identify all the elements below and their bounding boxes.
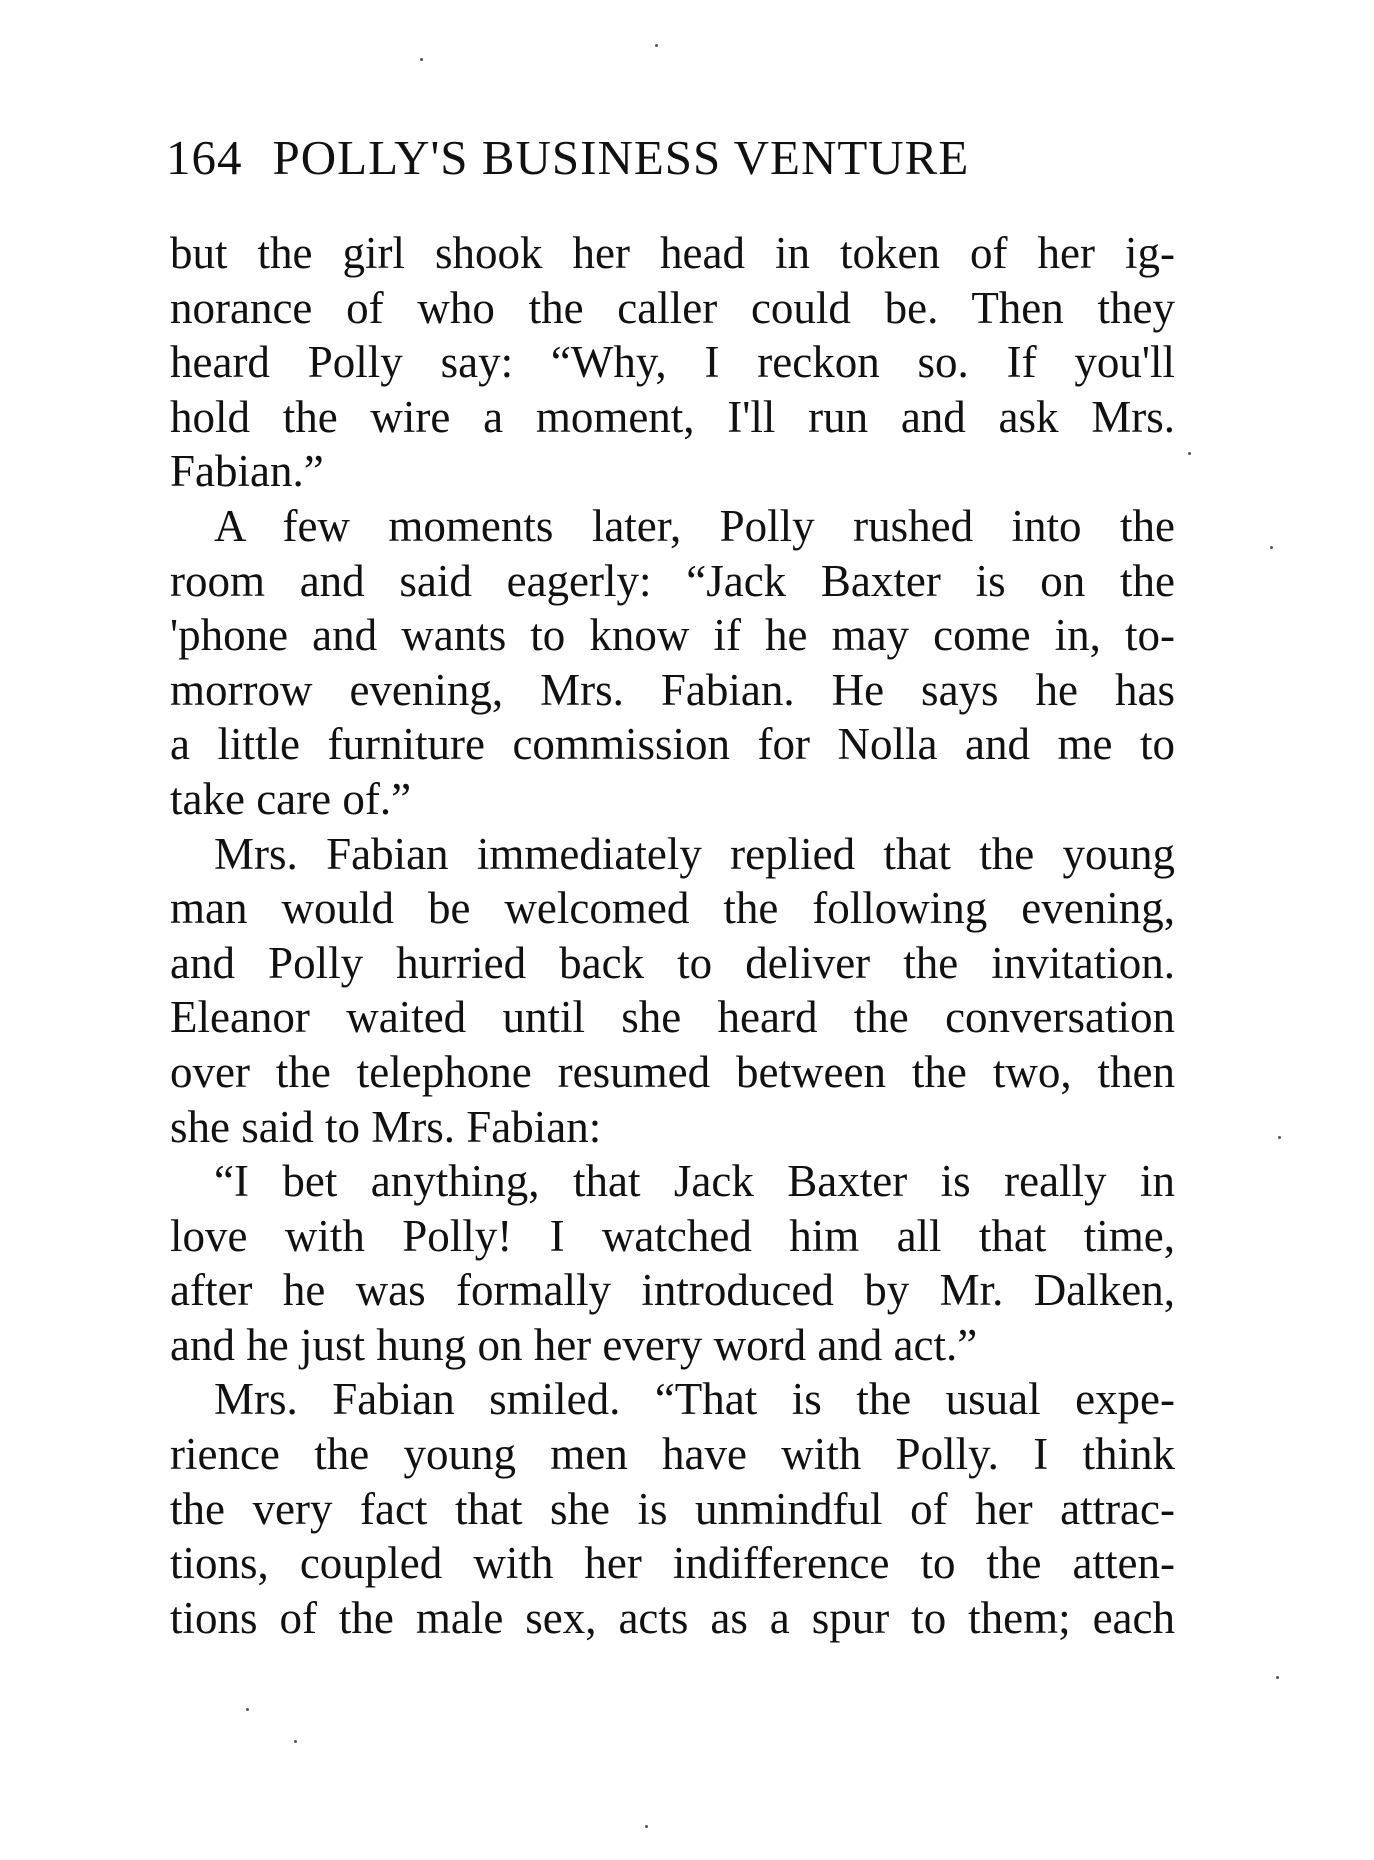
scan-speck	[246, 1708, 249, 1711]
page-number: 164	[166, 130, 243, 185]
text-line: Mrs. Fabian immediately replied that the young	[214, 828, 1175, 879]
text-line: room and said eagerly: “Jack Baxter is on the	[170, 555, 1175, 606]
text-line: “I bet anything, that Jack Baxter is really in	[214, 1156, 1175, 1207]
text-line: but the girl shook her head in token of her ig-	[170, 228, 1175, 278]
text-line: heard Polly say: “Why, I reckon so. If you'll	[170, 337, 1175, 388]
scan-speck	[1276, 1676, 1279, 1679]
text-line: after he was formally introduced by Mr. Dalken,	[170, 1265, 1175, 1316]
text-line: norance of who the caller could be. Then they	[170, 282, 1175, 333]
body-text	[170, 226, 1175, 1645]
text-line: tions of the male sex, acts as a spur to them; each	[170, 1592, 1175, 1643]
scan-speck	[645, 1825, 648, 1828]
text-line: and he just hung on her every word and act.”	[170, 1319, 978, 1370]
text-line: over the telephone resumed between the two, then	[170, 1046, 1175, 1097]
running-title: POLLY'S BUSINESS VENTURE	[272, 130, 970, 185]
text-line: man would be welcomed the following evening,	[170, 883, 1175, 934]
text-line: take care of.”	[170, 773, 412, 824]
text-line: and Polly hurried back to deliver the invitation.	[170, 937, 1175, 988]
text-line: the very fact that she is unmindful of her attrac-	[170, 1483, 1175, 1534]
text-line: rience the young men have with Polly. I think	[170, 1429, 1175, 1480]
text-line: morrow evening, Mrs. Fabian. He says he has	[170, 664, 1175, 715]
text-line: Mrs. Fabian smiled. “That is the usual expe-	[214, 1374, 1175, 1425]
scan-speck	[420, 58, 423, 61]
scan-speck	[1270, 546, 1273, 549]
text-line: Fabian.”	[170, 446, 324, 497]
text-line: hold the wire a moment, I'll run and ask Mrs.	[170, 391, 1175, 442]
scan-speck	[294, 1740, 297, 1743]
scan-speck	[1188, 452, 1191, 455]
text-line: she said to Mrs. Fabian:	[170, 1101, 602, 1152]
scan-speck	[655, 44, 658, 47]
text-line: 'phone and wants to know if he may come in, to-	[170, 610, 1175, 661]
text-line: Eleanor waited until she heard the conversation	[170, 992, 1175, 1043]
text-line: love with Polly! I watched him all that time,	[170, 1210, 1175, 1261]
text-line: A few moments later, Polly rushed into the	[214, 500, 1175, 551]
scan-speck	[1278, 1136, 1281, 1139]
running-header	[166, 128, 1046, 188]
text-line: tions, coupled with her indifference to the atten-	[170, 1538, 1175, 1589]
text-line: a little furniture commission for Nolla and me to	[170, 719, 1175, 770]
